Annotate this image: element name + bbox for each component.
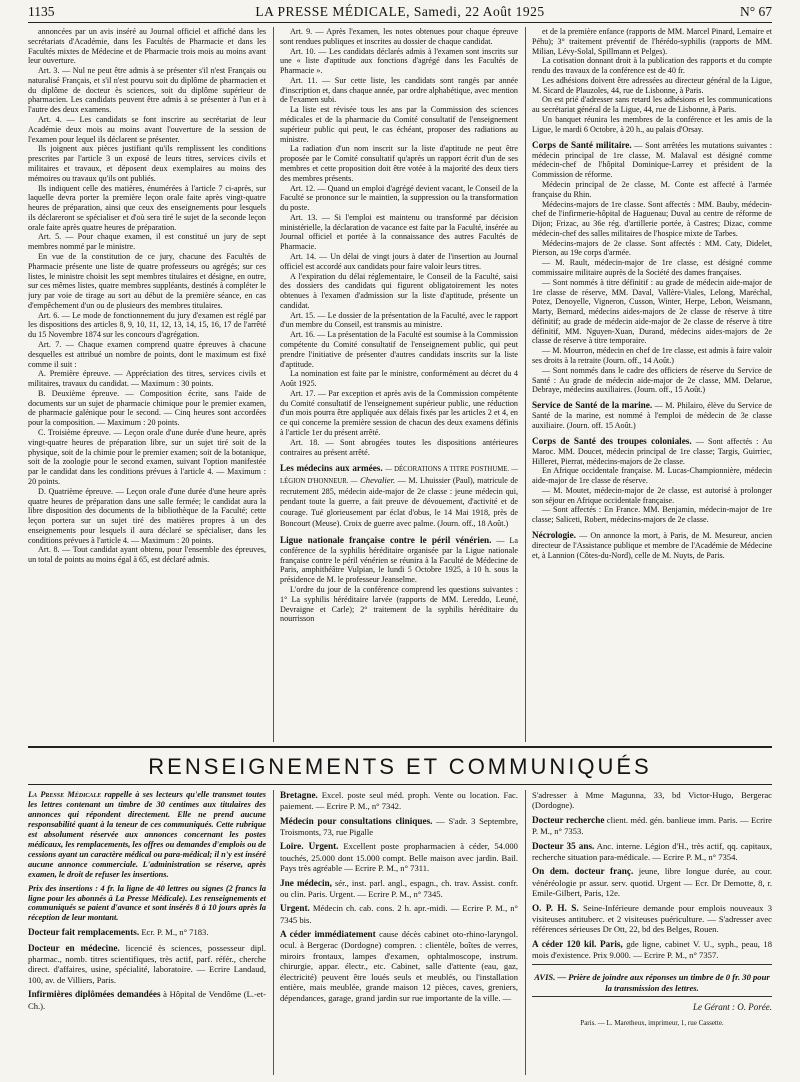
ligue-continued [532, 27, 772, 135]
coloniales-paras [532, 466, 772, 525]
classified-ad [532, 866, 772, 898]
article-paragraph: La nomination est faite par le ministre, conformément au décret du 4 Août 1925. [280, 369, 518, 389]
necrologie-text: — On annonce la mort, à Paris, de M. Mesureur, ancien directeur de l'Assistance publique et membre de l'Académie de Médecine et, à Lannion (Côtes-du-Nord), celle de M. Nuyts, de Paris. [532, 531, 772, 560]
coloniales-paragraph: — Sont affectés : En France. MM. Benjamin, médecin-major de 1re classe; Saliceti, Robert, médecins-majors de 2e classe. [532, 505, 772, 525]
ad-text: jeune, libre longue durée, au cour. vénéréologie pr assur. serv. quotid. Urgent — Ecr. Dr Demotte, 8, r. Emile-Gilbert, Paris, 12e. [532, 866, 772, 899]
corps-sante-paragraph: — M. Rault, médecin-major de 1re classe, est désigné comme commissaire militaire auprès de la Société des dames françaises. [532, 258, 772, 277]
article-paragraph: Art. 3. — Nul ne peut être admis à se présenter s'il n'est Français ou naturalisé Français, et s'il n'est pourvu soit du diplôme de pharmacien et du diplôme de docteur ès sciences, soit du diplôme supérieur de pharmacien. Les candidats peuvent être admis à se présenter à l'un et à l'autre des deux examens. [28, 66, 266, 115]
article-paragraph: Art. 16. — La présentation de la Faculté est soumise à la Commission compétente du Comité consultatif de l'enseignement public, qui peut prendre l'initiative de présenter d'autres candidats inscrits sur la liste d'aptitude. [280, 330, 518, 369]
classified-ad [280, 790, 518, 812]
classified-ad [280, 816, 518, 838]
corps-sante-paras [532, 180, 772, 395]
classified-ad [280, 878, 518, 900]
corps-sante-paragraph: — Sont nommés dans le cadre des officiers de réserve du Service de Santé : Au grade de médecin aide-major de 2e classe, MM. Delarue, Debraye, médecins auxiliaires. (Journ. off., 15 Août.) [532, 365, 772, 395]
column-2 [280, 27, 518, 742]
coloniales-paragraph: En Afrique occidentale française. M. Lucas-Championnière, médecin aide-major de 1re classe de réserve. [532, 466, 772, 486]
rens-divider-2 [525, 790, 526, 1075]
rens-prix: Prix des insertions : 4 fr. la ligne de 40 lettres ou signes (2 francs la ligne pour les abonnés à La Presse Médicale). Les renseignements et communiqués se paient d'avance et sont insérés 8 à 10 jours après la réception de leur montant. [28, 883, 266, 923]
medecins-section [280, 463, 518, 528]
ad-title: Médecin pour consultations cliniques. [280, 815, 433, 826]
ad-title: On dem. docteur franç. [532, 866, 634, 877]
classified-ad [532, 939, 772, 961]
ad-text: Anc. interne. Légion d'H., très actif, qq. capitaux, recherche situation para-médicale. — Ecrire P. M., n° 7354. [532, 840, 772, 862]
article-paragraph: Art. 12. — Quand un emploi d'agrégé devient vacant, le Conseil de la Faculté se prononce sur le maintien, la suppression ou la transformation du poste. [280, 183, 518, 213]
corps-sante-section [532, 140, 772, 180]
ad-text: sér., inst. parl. angl., espagn., ch. trav. Assist. confr. ou clin. Paris. Urgent. — Ecrire P. M., n° 7345. [280, 877, 518, 899]
rens-left-ads [28, 927, 266, 1011]
article-paragraph: Art. 8. — Tout candidat ayant obtenu, pour l'ensemble des épreuves, un total de points au moins égal à 65, est déclaré admis. [28, 545, 266, 565]
rens-right-continued: S'adresser à Mme Magunna, 33, bd Victor-Hugo, Bergerac (Dordogne). [532, 790, 772, 811]
ad-title: O. P. H. S. [532, 902, 579, 913]
ad-title: A céder 120 kil. Paris, [532, 938, 623, 949]
ad-text: Médecin ch. cab. cons. 2 h. apr.-midi. — Ecrire P. M., n° 7345 bis. [280, 903, 518, 925]
article-paragraph: La radiation d'un nom inscrit sur la liste d'aptitude ne peut être proposée par le Comité consultatif qu'après un rapport écrit d'un de ses membres et cette proposition doit être votée à la majorité des deux tiers des membres présents. [280, 144, 518, 183]
classified-ad [280, 929, 518, 1003]
ad-text: — S'adr. 3 Septembre, Troismonts, 73, rue Pigalle [280, 815, 518, 837]
article-paragraph: C. Troisième épreuve. — Leçon orale d'une durée d'une heure, après vingt-quatre heures de préparation libre, sur un sujet tiré soit de la physique, soit de la chimie pour le premier examen; soit de la botanique, soit de la zoologie pour le second examen, suivant l'option manifestée par le candidat dans les conditions prévues à l'article 4. — Maximum : 20 points. [28, 428, 266, 486]
corps-sante-para-1: — Sont arrêtées les mutations suivantes : médecin principal de 1re classe, M. Malaval est désigné comme médecin-chef de l'hôpital Dominique-Larrey et président de la Commission de réforme. [532, 140, 772, 180]
article-paragraph: Art. 4. — Les candidats se font inscrire au secrétariat de leur Académie deux mois au moins avant l'ouverture de la session de l'examen pour lequel ils déclarent se présenter. [28, 115, 266, 144]
article-paragraph: Art. 17. — Par exception et après avis de la Commission compétente du Comité consultatif de l'enseignement supérieur public, une réduction d'un mois pourra être appliquée aux délais fixés par les articles 2 et 4, en ce qui concerne la première session de chacun des deux examens définis à l'article 1er du présent arrêté. [280, 388, 518, 438]
ad-text: à Hôpital de Vendôme (L.-et-Ch.). [28, 989, 266, 1011]
ad-text: licencié ès sciences, possesseur dipl. pharmac., nomb. titres scientifiques, très actif, parf. référ., cherche direct. d'affaires, usine, spécialité, laboratoire. — Ecrire Landaud, 100, av. de Villiers, Paris. [28, 942, 266, 985]
coloniales-paragraph: — M. Moutet, médecin-major de 2e classe, est autorisé à prolonger son séjour en Afrique occidentale française. [532, 485, 772, 505]
article-paragraph: A. Première épreuve. — Appréciation des titres, services civils et militaires, travaux du candidat. — Maximum : 30 points. [28, 369, 266, 389]
ad-title: Loire. Urgent. [280, 841, 339, 852]
classified-ad [28, 989, 266, 1011]
ad-title: Bretagne. [280, 790, 318, 800]
ligue-para-2: L'ordre du jour de la conférence comprend les questions suivantes : 1° La syphilis héréditaire larvée (rapports de MM. Lereddo, Leuné, Devraigne et Carle); 2° traitement de la syphilis héréditaire du nourrisson [280, 584, 518, 624]
corps-sante-paragraph: Médecins-majors de 1re classe. Sont affectés : MM. Bauby, médecin-chef de l'infirmerie-hôpital de Haguenau; Duval au centre de réforme de Dijon; Frizac, au 36e rég. d'artillerie portée, à Castres; Dizac, comme médecin-chef des salles militaires de l'hospice mixte de Tarbes. [532, 199, 772, 238]
header-rule [28, 22, 772, 23]
article-paragraph: D. Quatrième épreuve. — Leçon orale d'une durée d'une heure après quatre heures de préparation dans une salle fermée; le candidat aura la libre disposition des documents de la bibliothèque de la Faculté; cette leçon portera sur un sujet tiré des matières propres à un des enseignements pour lesquels il aura déclaré se spécialiser, dans les conditions prévues à l'article 4. — Maximum : 20 points. [28, 486, 266, 545]
page-number: 1135 [28, 4, 55, 19]
article-paragraph: Art. 10. — Les candidats déclarés admis à l'examen sont inscrits sur une « liste d'aptitude aux fonctions d'agrégé dans les Facultés de Pharmacie ». [280, 46, 518, 76]
ad-title: Urgent. [280, 903, 310, 914]
coloniales-para-1: — Sont affectés : Au Maroc. MM. Doucet, médecin principal de 1re classe; Targis, Guirriec, Hilleret, Pierrat, médecins-majors de 2e classe. [532, 436, 772, 466]
article-paragraph: Art. 18. — Sont abrogées toutes les dispositions antérieures contraires au présent arrêté. [280, 437, 518, 457]
classified-ad [280, 841, 518, 873]
ligue-paragraph: On est prié d'adresser sans retard les adhésions et les communications au secrétariat général de la Ligue, 44, rue de Lisbonne, à Paris. [532, 95, 772, 115]
medecins-chevalier: Chevalier. [360, 474, 396, 485]
ad-text: Seine-Inférieure demande pour emplois nouveaux 3 visiteuses antituberc. et 2 visiteuses puériculture. — S'adresser avec références sérieuses Dr Ott, 22, bd des Belges, Rouen. [532, 902, 772, 935]
avis-box [532, 964, 772, 997]
necrologie-section [532, 530, 772, 561]
classified-ad [28, 927, 266, 938]
article-paragraph: La liste est révisée tous les ans par la Commission des sciences médicales et de la pharmacie du Comité consultatif de l'enseignement supérieur public qui peut, le cas échéant, proposer des radiations au ministre. [280, 105, 518, 144]
corps-sante-paragraph: Médecin principal de 2e classe, M. Conte est affecté à l'armée française du Rhin. [532, 179, 772, 199]
classified-ad [532, 841, 772, 863]
banner-rule [28, 784, 772, 785]
rens-column-left [28, 790, 266, 1075]
ad-text: gde ligne, cabinet V. U., syph., peau, 18 mois d'existence. Prix 9.000. — Ecrire P. M., n° 7357. [532, 938, 772, 960]
article-paragraph: B. Deuxième épreuve. — Composition écrite, sans l'aide de documents sur un sujet de pharmacie chimique pour le premier examen, de pharmacie galénique pour le second. — Cinq heures sont accordées pour la composition. — Maximum : 20 points. [28, 388, 266, 428]
journal-title: LA PRESSE MÉDICALE, Samedi, 22 Août 1925 [255, 4, 545, 19]
article-paragraph: Art. 14. — Un délai de vingt jours à dater de l'insertion au Journal officiel est accordé aux candidats pour faire valoir leurs titres. [280, 251, 518, 271]
marine-heading: Service de Santé de la marine. [532, 400, 653, 411]
ligue-paragraph: Un banquet réunira les membres de la conférence et les amis de la Ligue, le mardi 6 Octobre, à 20 h., au palais d'Orsay. [532, 115, 772, 134]
marine-text: — M. Philairo, élève du Service de Santé de la marine, est nommé à l'emploi de médecin de 3e classe auxiliaire. (Journ. off. 15 Août.) [532, 401, 772, 430]
rens-intro-brand: La Presse Médicale [28, 790, 102, 799]
article-paragraph: Art. 13. — Si l'emploi est maintenu ou transformé par décision ministérielle, la déclaration de vacance est faite par la Faculté, insérée au Journal officiel et portée à la connaissance des autres Facultés de Pharmacie. [280, 212, 518, 252]
coloniales-section [532, 436, 772, 467]
issue-number: N° 67 [739, 4, 772, 19]
article-paragraph: Art. 6. — Le mode de fonctionnement du jury d'examen est réglé par les dispositions des articles 8, 9, 10, 11, 12, 13, 14, 15, 16, 17 de l'arrêté du 15 Novembre 1874 sur les concours d'agrégation. [28, 310, 266, 340]
ligue-para-1: — La conférence de la syphilis héréditaire organisée par la Ligue nationale française contre le péril vénérien se réunira à la Faculté de Médecine de Paris, amphithéâtre Vulpian, le lundi 5 Octobre 1925, à 10 h. sous la présidence de M. le professeur Jeanselme. [280, 535, 518, 585]
ad-title: Docteur recherche [532, 814, 605, 825]
ad-text: Excellent poste propharmacien à céder, 54.000 touchés, 25.000 dont 15.000 compt. Belle maison avec jardin. Bail. Pays très agréable — Ecrire P. M., n° 7311. [280, 841, 518, 874]
article-paragraph: Art. 9. — Après l'examen, les notes obtenues pour chaque épreuve sont rendues publiques et inscrites au dossier de chaque candidat. [280, 27, 518, 46]
corps-sante-paragraph: — Sont nommés à titre définitif : au grade de médecin aide-major de 1re classe de réserve, MM. Daval, Vallère-Viales, Lelong, Maréchal, Potez, Denoyelle, Vigneron, Cusson, Winter, Herpe, Lebon, Weismann, Marty, Bernard, médecins aides-majors de 2e classe de réserve à titre définitif; au grade de médecin aide-major de 2e classe de réserve à titre définitif, MM. Nguyen-Xuan, Durand, médecins aides-majors de 2e classe de réserve à titre temporaire. [532, 277, 772, 346]
ad-title: A céder immédiatement [280, 929, 376, 939]
classified-ad [28, 943, 266, 986]
ligue-heading: Ligue nationale française contre le péril vénérien. [280, 534, 492, 545]
article-paragraph: A l'expiration du délai réglementaire, le Conseil de la Faculté, saisi des dossiers des candidats qui figurent obligatoirement les notes obtenues à l'examen d'admission sur la liste d'aptitude, présente un candidat. [280, 271, 518, 310]
rens-column-middle [280, 790, 518, 1075]
ad-text: client. méd. gén. banlieue imm. Paris. — Ecrire P. M., n° 7353. [532, 814, 772, 837]
classified-ad [532, 903, 772, 935]
article-paragraph: Art. 7. — Chaque examen comprend quatre épreuves à chacune desquelles est attribué un nombre de points, dont le maximum est fixé comme il suit : [28, 340, 266, 369]
article-paragraph: Art. 11. — Sur cette liste, les candidats sont rangés par année d'inscription et, dans chaque année, par ordre alphabétique, avec mention de l'examen subi. [280, 75, 518, 105]
column-1 [28, 27, 266, 742]
article-paragraph: Art. 15. — Le dossier de la présentation de la Faculté, avec le rapport d'un membre du Conseil, est transmis au ministre. [280, 310, 518, 330]
medecins-text: — M. Lhuissier (Paul), matricule de recrutement 285, médecin aide-major de 2e classe : jeune médecin qui, pendant toute la guerre, a fait preuve de dévouement, d'activité et de courage. Tué glorieusement par éclat d'obus, le 14 Mai 1918, près de Boncourt (Meuse). Croix de guerre avec palme. (Journ. off., 18 Août.) [280, 475, 518, 529]
ligue-section [280, 535, 518, 585]
ad-title: Jne médecin, [280, 877, 332, 888]
gerant-signature: Le Gérant : O. Porée. [693, 1002, 772, 1013]
rens-right-ads [532, 815, 772, 960]
arrete-articles [280, 27, 518, 457]
ligue-paragraph: La cotisation donnant droit à la publication des rapports et du compte rendu des travaux de la conférence est de 40 fr. [532, 56, 772, 76]
avis-notice: AVIS. — Prière de joindre aux réponses un timbre de 0 fr. 30 pour la transmission des lettres. [534, 972, 770, 993]
corps-sante-paragraph: — M. Mourron, médecin en chef de 1re classe, est admis à faire valoir ses droits à la retraite (Journ. off., 14 Août.) [532, 346, 772, 366]
necrologie-heading: Nécrologie. [532, 530, 576, 541]
article-paragraph: En vue de la constitution de ce jury, chacune des Facultés de Pharmacie présente une liste de quatre professeurs ou agrégés; sur ces listes, le ministre choisit les sept membres titulaires et désigne, en outre, sur ces mêmes listes, quatre membres suppléants, destinés à compléter le jury par voie de tirage au sort au début de la première séance, en cas d'empêchement d'un ou de plusieurs des membres titulaires. [28, 251, 266, 310]
ad-title: Docteur en médecine. [28, 942, 120, 953]
coloniales-heading: Corps de Santé des troupes coloniales. [532, 435, 692, 446]
marine-section [532, 400, 772, 431]
rens-intro-text: rappelle à ses lecteurs qu'elle transmet toutes les lettres contenant un timbre de 30 centimes aux titulaires des annonces qui répondent directement. Elle ne prend aucune responsabilité quant à la teneur de ces communiqués. Cette rubrique est absolument réservée aux annonces concernant les postes médicaux, les remplacements, les offres ou demandes d'emplois ou de cessions ayant un caractère médical ou para-médical; il n'y est inséré aucune annonce commerciale. L'administration se réserve, après examen, le droit de refuser les insertions. [28, 790, 266, 879]
section-banner: RENSEIGNEMENTS ET COMMUNIQUÉS [148, 754, 652, 779]
ad-title: Docteur fait remplacements. [28, 927, 140, 938]
column-divider-1 [273, 27, 274, 742]
classified-ad [280, 903, 518, 925]
ad-title: Docteur 35 ans. [532, 840, 595, 851]
ad-text: cause décès cabinet oto-rhino-laryngol. ocul. à Bergerac (Dordogne) compren. : clientèle, boîtes de verres, miroirs frontaux, lampes d'examen, ophtalmoscope, instrum. chirurgie, appar. électr., etc. Cabinet, salle d'attente (eau, gaz, électricité) peuvent être loués seuls et meublés, ou l'installation entière, mais meublée, grande maison 12 pièces, caves, greniers, dépendances, garage, grand jardin sur rue importante de la ville. — [280, 929, 518, 1003]
section-rule [28, 746, 772, 748]
column-3 [532, 27, 772, 742]
page-header [28, 4, 772, 22]
ad-title: Infirmières diplômées demandées [28, 989, 161, 1000]
ad-text: Ecr. P. M., n° 7183. [141, 927, 209, 938]
rens-column-right [532, 790, 772, 1075]
article-paragraph: Art. 5. — Pour chaque examen, il est constitué un jury de sept membres nommé par le ministre. [28, 232, 266, 252]
ad-text: Excel. poste seul méd. proph. Vente ou location. Fac. paiement. — Ecrire P. M., n° 7342. [280, 790, 518, 812]
article-paragraph: annoncées par un avis inséré au Journal officiel et affiché dans les secrétariats d'Académie, dans les Facultés de Pharmacie et dans les Facultés mixtes de Médecine et de Pharmacie trois mois au moins avant leur ouverture. [28, 27, 266, 66]
medecins-sub: — DÉCORATIONS A TITRE POSTHUME. — LÉGION D'HONNEUR. — [280, 466, 518, 485]
rens-intro [28, 790, 266, 880]
rens-divider-1 [273, 790, 274, 1075]
corps-sante-heading: Corps de Santé militaire. [532, 139, 632, 150]
article-paragraph: Ils joignent aux pièces justifiant qu'ils remplissent les conditions prescrites par l'article 3 un exposé de leurs titres, services civils et militaires et travaux, et déposent deux exemplaires au moins des mémoires ou travaux qu'ils ont publiés. [28, 144, 266, 183]
classified-ad [532, 815, 772, 837]
article-paragraph: Ils indiquent celle des matières, énumérées à l'article 7 ci-après, sur laquelle devra porter la première leçon orale faite après vingt-quatre heures de préparation, ainsi que ceux des enseignements pour lesquels ils déclareront se spécialiser et d'où sera tiré le sujet de la seconde leçon orale faite après quatre heures de préparation. [28, 183, 266, 232]
imprimeur-line: Paris. — L. Maretheux, imprimeur, 1, rue Cassette. [580, 1019, 724, 1028]
column-divider-2 [525, 27, 526, 742]
corps-sante-paragraph: Médecins-majors de 2e classe. Sont affectés : MM. Caty, Didelet, Pierson, au 19e corps d'armée. [532, 238, 772, 258]
ligue-paragraph: Les adhésions doivent être adressées au directeur général de la Ligue, M. Sicard de Plauzoles, 44, rue de Lisbonne, à Paris. [532, 75, 772, 95]
medecins-heading: Les médecins aux armées. [280, 463, 383, 474]
ligue-paragraph: et de la première enfance (rapports de MM. Marcel Pinard, Lemaire et Péhu); 3° traitement préventif de l'hérédo-syphilis (rapports de MM. Milian, Lévy-Solal, Spillmann et Pelges). [532, 27, 772, 56]
